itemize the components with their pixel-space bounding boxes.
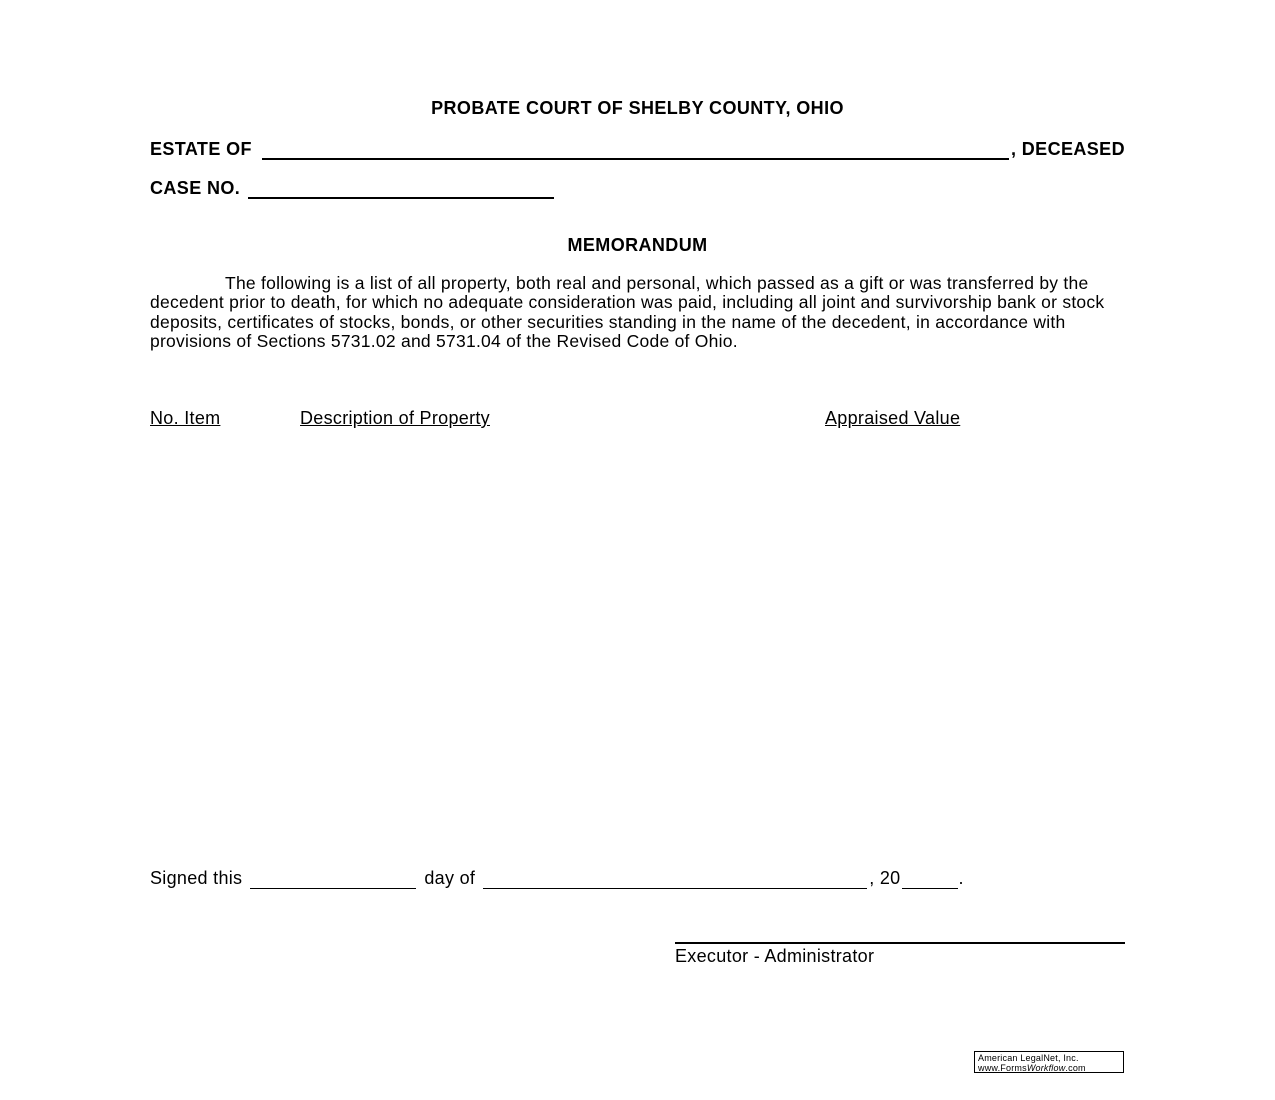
signature-line[interactable] — [675, 942, 1125, 944]
memorandum-body: The following is a list of all property, both real and personal, which passed as a gift or was transferred by the decedent prior to death, for which no adequate consideration was paid, including all joint and survivorship bank or stock deposits, certificates of stocks, bonds, or other securities standing in the name of the decedent, in accordance with provisions of Sections 5731.02 and 5731.04 of the Revised Code of Ohio. — [150, 273, 1105, 352]
case-label: CASE NO. — [150, 178, 241, 198]
footer-company: American LegalNet, Inc. — [978, 1053, 1079, 1063]
signed-this-label: Signed this — [150, 868, 243, 888]
deceased-label: , DECEASED — [1010, 139, 1125, 159]
column-header-no-item: No. Item — [150, 408, 221, 428]
day-of-label: day of — [424, 868, 476, 888]
court-title: PROBATE COURT OF SHELBY COUNTY, OHIO — [431, 98, 844, 118]
estate-line — [150, 137, 1125, 160]
estate-name-blank[interactable] — [262, 137, 1009, 160]
footer-url — [978, 1063, 1123, 1073]
day-blank[interactable] — [250, 868, 416, 889]
column-header-appraised-value: Appraised Value — [825, 408, 961, 428]
footer-url-italic: Workflow — [1026, 1063, 1066, 1073]
estate-label: ESTATE OF — [150, 139, 252, 159]
year-suffix-label: . — [958, 868, 964, 888]
signed-line — [150, 868, 964, 889]
signer-label: Executor - Administrator — [675, 946, 875, 966]
footer-url-suffix: .com — [1065, 1063, 1086, 1073]
footer-url-prefix: www.Forms — [978, 1063, 1027, 1073]
case-line — [150, 176, 554, 199]
case-number-blank[interactable] — [248, 176, 554, 199]
footer-branding — [974, 1051, 1124, 1073]
year-blank[interactable] — [902, 868, 958, 889]
month-blank[interactable] — [483, 868, 867, 889]
year-prefix-label: , 20 — [869, 868, 901, 888]
memorandum-title: MEMORANDUM — [567, 235, 708, 255]
column-header-description: Description of Property — [300, 408, 490, 428]
